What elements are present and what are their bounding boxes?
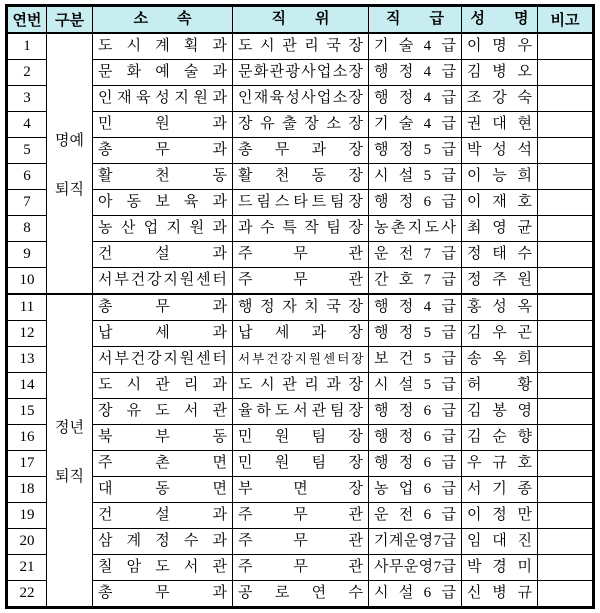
name-text: 정 주 원 (467, 272, 532, 288)
cell-name (462, 477, 538, 503)
cell-note (538, 477, 594, 503)
cell-name (462, 138, 538, 164)
grade-text: 행 정 6 급 (374, 455, 456, 471)
cell-department (93, 555, 233, 581)
table-row (7, 112, 594, 138)
name-text: 임 대 진 (467, 533, 532, 549)
col-header-department-label: 소 속 (133, 11, 192, 27)
cell-serial-number: 11 (7, 294, 47, 321)
cell-serial-number: 20 (7, 529, 47, 555)
department-text: 도 시 관 리 과 (98, 377, 227, 393)
grade-text: 운 전 7 급 (374, 246, 456, 262)
table-row (7, 190, 594, 216)
grade-text: 행 정 4 급 (374, 299, 456, 315)
cell-note (538, 425, 594, 451)
cell-grade (369, 503, 462, 529)
department-text: 도 시 계 획 과 (98, 38, 227, 54)
cell-name (462, 268, 538, 295)
cell-department (93, 581, 233, 608)
cell-grade (369, 399, 462, 425)
cell-note (538, 190, 594, 216)
cell-department (93, 112, 233, 138)
cell-position (233, 33, 369, 60)
cell-serial-number: 13 (7, 347, 47, 373)
name-text: 김 봉 영 (467, 403, 532, 419)
grade-text: 운 전 6 급 (374, 507, 456, 523)
cell-serial-number: 14 (7, 373, 47, 399)
department-text: 삼 계 정 수 과 (98, 533, 227, 549)
cell-name (462, 242, 538, 268)
grade-text: 시 설 6 급 (374, 585, 456, 601)
cell-grade (369, 216, 462, 242)
cell-name (462, 33, 538, 60)
name-text: 김 우 곤 (467, 325, 532, 341)
table-row (7, 555, 594, 581)
cell-serial-number: 19 (7, 503, 47, 529)
department-text: 주 촌 면 (98, 455, 227, 471)
table-row (7, 60, 594, 86)
category-label-line1: 명예 (55, 132, 84, 149)
name-text: 우 규 호 (467, 455, 532, 471)
cell-note (538, 216, 594, 242)
cell-note (538, 555, 594, 581)
retirement-personnel-table (5, 4, 595, 609)
table-row (7, 425, 594, 451)
position-text: 장 유 출 장 소 장 (238, 116, 363, 132)
header-row (7, 6, 594, 34)
name-text: 이 능 희 (467, 168, 532, 184)
name-text: 조 강 숙 (467, 90, 532, 106)
department-text: 장 유 도 서 관 (98, 403, 227, 419)
cell-name (462, 190, 538, 216)
cell-note (538, 86, 594, 112)
grade-text: 행 정 6 급 (374, 403, 456, 419)
position-text: 도 시 관 리 과 장 (238, 377, 363, 393)
cell-department (93, 425, 233, 451)
cell-position (233, 268, 369, 295)
cell-serial-number: 9 (7, 242, 47, 268)
name-text: 홍 성 옥 (467, 299, 532, 315)
cell-position (233, 399, 369, 425)
cell-category-group (47, 33, 93, 294)
grade-text: 행 정 6 급 (374, 429, 456, 445)
position-text: 주 무 관 (238, 533, 363, 549)
cell-position (233, 190, 369, 216)
cell-department (93, 60, 233, 86)
cell-position (233, 138, 369, 164)
cell-name (462, 60, 538, 86)
name-text: 정 태 수 (467, 246, 532, 262)
position-text: 행 정 자 치 국 장 (238, 299, 363, 315)
cell-note (538, 112, 594, 138)
department-text: 총 무 과 (98, 142, 227, 158)
cell-position (233, 529, 369, 555)
cell-note (538, 503, 594, 529)
grade-text: 행 정 5 급 (374, 325, 456, 341)
grade-text: 농 업 6 급 (374, 481, 456, 497)
department-text: 활 천 동 (98, 168, 227, 184)
cell-grade (369, 138, 462, 164)
position-text: 드 림 스 타 트 팀 장 (238, 194, 363, 210)
cell-name (462, 86, 538, 112)
cell-position (233, 477, 369, 503)
table-row (7, 347, 594, 373)
category-label (47, 416, 92, 486)
cell-serial-number: 21 (7, 555, 47, 581)
cell-position (233, 503, 369, 529)
table-row (7, 529, 594, 555)
table-header (7, 6, 594, 34)
cell-name (462, 581, 538, 608)
col-header-grade (369, 6, 462, 34)
cell-grade (369, 425, 462, 451)
cell-grade (369, 86, 462, 112)
cell-department (93, 138, 233, 164)
position-text: 민 원 팀 장 (238, 429, 363, 445)
department-text: 총 무 과 (98, 299, 227, 315)
position-text: 서 부 건 강 지 원 센 터 장 (238, 352, 363, 366)
department-text: 문 화 예 술 과 (98, 64, 227, 80)
name-text: 서 기 종 (467, 481, 532, 497)
cell-department (93, 33, 233, 60)
name-text: 최 영 균 (467, 220, 532, 236)
table-row (7, 321, 594, 347)
cell-serial-number: 16 (7, 425, 47, 451)
cell-department (93, 451, 233, 477)
grade-text: 기 술 4 급 (374, 38, 456, 54)
cell-grade (369, 112, 462, 138)
department-text: 서 부 건 강 지 원 센 터 (98, 272, 227, 288)
cell-name (462, 373, 538, 399)
name-text: 박 성 석 (467, 142, 532, 158)
cell-position (233, 451, 369, 477)
cell-note (538, 347, 594, 373)
department-text: 대 동 면 (98, 481, 227, 497)
cell-grade (369, 268, 462, 295)
category-label-line2: 퇴직 (55, 468, 84, 485)
department-text: 아 동 보 육 과 (98, 194, 227, 210)
name-text: 김 순 향 (467, 429, 532, 445)
cell-position (233, 86, 369, 112)
cell-position (233, 164, 369, 190)
cell-grade (369, 451, 462, 477)
position-text: 과 수 특 작 팀 장 (238, 220, 363, 236)
cell-name (462, 294, 538, 321)
grade-text: 행 정 6 급 (374, 194, 456, 210)
cell-position (233, 555, 369, 581)
department-text: 민 원 과 (98, 116, 227, 132)
cell-department (93, 477, 233, 503)
table-row (7, 216, 594, 242)
cell-serial-number: 2 (7, 60, 47, 86)
category-label-line2: 퇴직 (55, 181, 84, 198)
table-row (7, 477, 594, 503)
grade-text: 보 건 5 급 (374, 351, 456, 367)
cell-position (233, 373, 369, 399)
cell-grade (369, 321, 462, 347)
table-row (7, 164, 594, 190)
cell-position (233, 112, 369, 138)
position-text: 부 면 장 (238, 481, 363, 497)
cell-serial-number: 3 (7, 86, 47, 112)
position-text: 도 시 관 리 국 장 (238, 38, 363, 54)
cell-position (233, 216, 369, 242)
position-text: 주 무 관 (238, 559, 363, 575)
cell-serial-number: 8 (7, 216, 47, 242)
cell-note (538, 33, 594, 60)
department-text: 건 설 과 (98, 507, 227, 523)
cell-position (233, 425, 369, 451)
cell-grade (369, 242, 462, 268)
position-text: 활 천 동 장 (238, 168, 363, 184)
department-text: 인 재 육 성 지 원 과 (98, 90, 227, 106)
department-text: 칠 암 도 서 관 (98, 559, 227, 575)
table-row (7, 399, 594, 425)
table-row (7, 294, 594, 321)
grade-text: 시 설 5 급 (374, 377, 456, 393)
cell-name (462, 112, 538, 138)
col-header-serial-number: 연번 (7, 6, 47, 34)
cell-note (538, 268, 594, 295)
cell-grade (369, 529, 462, 555)
cell-name (462, 216, 538, 242)
cell-note (538, 373, 594, 399)
table-row (7, 138, 594, 164)
department-text: 건 설 과 (98, 246, 227, 262)
category-label (47, 129, 92, 199)
position-text: 공 로 연 수 (238, 585, 363, 601)
grade-text: 행 정 4 급 (374, 90, 456, 106)
grade-text: 농 촌 지 도 사 (374, 220, 456, 236)
cell-department (93, 347, 233, 373)
cell-name (462, 164, 538, 190)
name-text: 신 병 규 (467, 585, 532, 601)
cell-grade (369, 477, 462, 503)
cell-position (233, 347, 369, 373)
position-text: 주 무 관 (238, 246, 363, 262)
cell-department (93, 190, 233, 216)
grade-text: 간 호 7 급 (374, 272, 456, 288)
department-text: 총 무 과 (98, 585, 227, 601)
name-text: 송 옥 희 (467, 351, 532, 367)
col-header-department (93, 6, 233, 34)
department-text: 북 부 동 (98, 429, 227, 445)
cell-note (538, 581, 594, 608)
col-header-position-label: 직 위 (271, 11, 330, 27)
cell-department (93, 294, 233, 321)
cell-department (93, 321, 233, 347)
category-label-line1: 정년 (55, 419, 84, 436)
cell-serial-number: 12 (7, 321, 47, 347)
cell-position (233, 321, 369, 347)
cell-position (233, 581, 369, 608)
position-text: 문 화 관 광 사 업 소 장 (238, 64, 363, 80)
cell-grade (369, 33, 462, 60)
table-row (7, 503, 594, 529)
position-text: 총 무 과 장 (238, 142, 363, 158)
cell-department (93, 164, 233, 190)
col-header-category: 구분 (47, 6, 93, 34)
cell-name (462, 451, 538, 477)
cell-grade (369, 60, 462, 86)
cell-name (462, 555, 538, 581)
cell-name (462, 529, 538, 555)
cell-serial-number: 5 (7, 138, 47, 164)
cell-grade (369, 190, 462, 216)
table-row (7, 451, 594, 477)
col-header-name (462, 6, 538, 34)
cell-name (462, 399, 538, 425)
department-text: 납 세 과 (98, 325, 227, 341)
cell-note (538, 321, 594, 347)
cell-note (538, 164, 594, 190)
table-row (7, 33, 594, 60)
position-text: 민 원 팀 장 (238, 455, 363, 471)
cell-name (462, 425, 538, 451)
cell-position (233, 294, 369, 321)
grade-text: 기 술 4 급 (374, 116, 456, 132)
cell-serial-number: 15 (7, 399, 47, 425)
name-text: 박 경 미 (467, 559, 532, 575)
cell-note (538, 242, 594, 268)
cell-serial-number: 17 (7, 451, 47, 477)
cell-grade (369, 347, 462, 373)
name-text: 이 정 만 (467, 507, 532, 523)
cell-name (462, 347, 538, 373)
cell-serial-number: 10 (7, 268, 47, 295)
department-text: 농 산 업 지 원 과 (98, 220, 227, 236)
grade-text: 기 계 운 영 7 급 (374, 533, 456, 549)
cell-category-group (47, 294, 93, 608)
department-text: 서 부 건 강 지 원 센 터 (98, 351, 227, 367)
cell-note (538, 529, 594, 555)
table-row (7, 268, 594, 295)
cell-department (93, 86, 233, 112)
table-row (7, 581, 594, 608)
cell-serial-number: 4 (7, 112, 47, 138)
cell-serial-number: 6 (7, 164, 47, 190)
cell-grade (369, 164, 462, 190)
cell-serial-number: 22 (7, 581, 47, 608)
grade-text: 행 정 4 급 (374, 64, 456, 80)
name-text: 이 재 호 (467, 194, 532, 210)
table-row (7, 86, 594, 112)
cell-note (538, 399, 594, 425)
name-text: 권 대 현 (467, 116, 532, 132)
name-text: 이 명 우 (467, 38, 532, 54)
col-header-grade-label: 직 급 (386, 11, 444, 27)
col-header-note: 비고 (538, 6, 594, 34)
cell-position (233, 242, 369, 268)
position-text: 율 하 도 서 관 팀 장 (238, 403, 363, 419)
position-text: 주 무 관 (238, 272, 363, 288)
cell-note (538, 294, 594, 321)
cell-grade (369, 294, 462, 321)
cell-name (462, 321, 538, 347)
position-text: 인 재 육 성 사 업 소 장 (238, 90, 363, 106)
cell-department (93, 503, 233, 529)
cell-note (538, 60, 594, 86)
cell-department (93, 242, 233, 268)
cell-note (538, 138, 594, 164)
cell-serial-number: 7 (7, 190, 47, 216)
table-row (7, 242, 594, 268)
name-text: 김 병 오 (467, 64, 532, 80)
grade-text: 시 설 5 급 (374, 168, 456, 184)
table-row (7, 373, 594, 399)
cell-grade (369, 555, 462, 581)
cell-grade (369, 581, 462, 608)
cell-name (462, 503, 538, 529)
col-header-position (233, 6, 369, 34)
grade-text: 사 무 운 영 7 급 (374, 559, 456, 575)
cell-grade (369, 373, 462, 399)
cell-department (93, 216, 233, 242)
cell-department (93, 373, 233, 399)
cell-department (93, 529, 233, 555)
cell-serial-number: 1 (7, 33, 47, 60)
cell-serial-number: 18 (7, 477, 47, 503)
cell-position (233, 60, 369, 86)
grade-text: 행 정 5 급 (374, 142, 456, 158)
cell-note (538, 451, 594, 477)
table-body (7, 33, 594, 608)
position-text: 납 세 과 장 (238, 325, 363, 341)
name-text: 허 황 (467, 377, 532, 393)
cell-department (93, 399, 233, 425)
position-text: 주 무 관 (238, 507, 363, 523)
col-header-name-label: 성 명 (470, 11, 529, 27)
cell-department (93, 268, 233, 295)
